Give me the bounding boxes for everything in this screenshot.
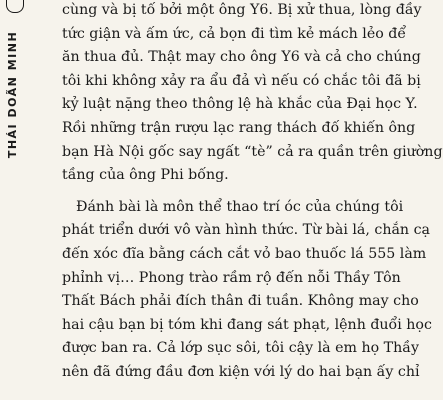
text-line: ăn thua đủ. Thật may cho ông Y6 và cả cho chúng xyxy=(62,49,421,66)
paragraph-spacer xyxy=(62,188,402,196)
text-line: được ban ra. Cả lớp sục sôi, tôi cậy là em họ Thầy xyxy=(62,340,419,357)
paragraph-1 xyxy=(62,0,443,188)
text-line: Thất Bách phải đích thân đi tuần. Không may cho xyxy=(62,293,419,310)
text-line: đến xóc đĩa bằng cách cắt vỏ bao thuốc lá 555 làm xyxy=(62,245,427,262)
running-head-text: THÁI DOÃN MINH xyxy=(6,30,20,158)
text-line: hai cậu bạn bị tóm khi đang sát phạt, lệnh đuổi học xyxy=(62,316,432,333)
paragraph-2 xyxy=(62,196,432,385)
text-line: bạn Hà Nội gốc say ngất “tè” cả ra quần trên giường xyxy=(62,143,443,160)
text-line: cùng và bị tố bởi một ông Y6. Bị xử thua, lòng đầy xyxy=(62,2,422,18)
body-text xyxy=(62,0,443,385)
page-corner-ornament xyxy=(6,0,24,13)
text-line: phỉnh vị… Phong trào rầm rộ đến nỗi Thầy Tôn xyxy=(62,269,401,286)
text-line: Rồi những trận rượu lạc rang thách đố khiến ông xyxy=(62,119,416,136)
running-head xyxy=(0,30,26,158)
text-line: kỷ luật nặng theo thông lệ hà khắc của Đại học Y. xyxy=(62,96,418,113)
text-line: tầng của ông Phi bống. xyxy=(62,167,229,184)
text-line: phát triển dưới vô vàn hình thức. Từ bài lá, chắn cạ xyxy=(62,222,430,239)
text-line: tôi khi không xảy ra ẩu đả vì nếu có chắc tôi đã bị xyxy=(62,72,421,89)
text-line: nên đã đứng đầu đơn kiện với lý do hai bạn ấy chỉ xyxy=(62,363,420,380)
text-line: tức giận và ấm ức, cả bọn đi tìm kẻ mách lẻo để xyxy=(62,25,407,42)
text-line: Đánh bài là môn thể thao trí óc của chúng tôi xyxy=(76,198,404,215)
